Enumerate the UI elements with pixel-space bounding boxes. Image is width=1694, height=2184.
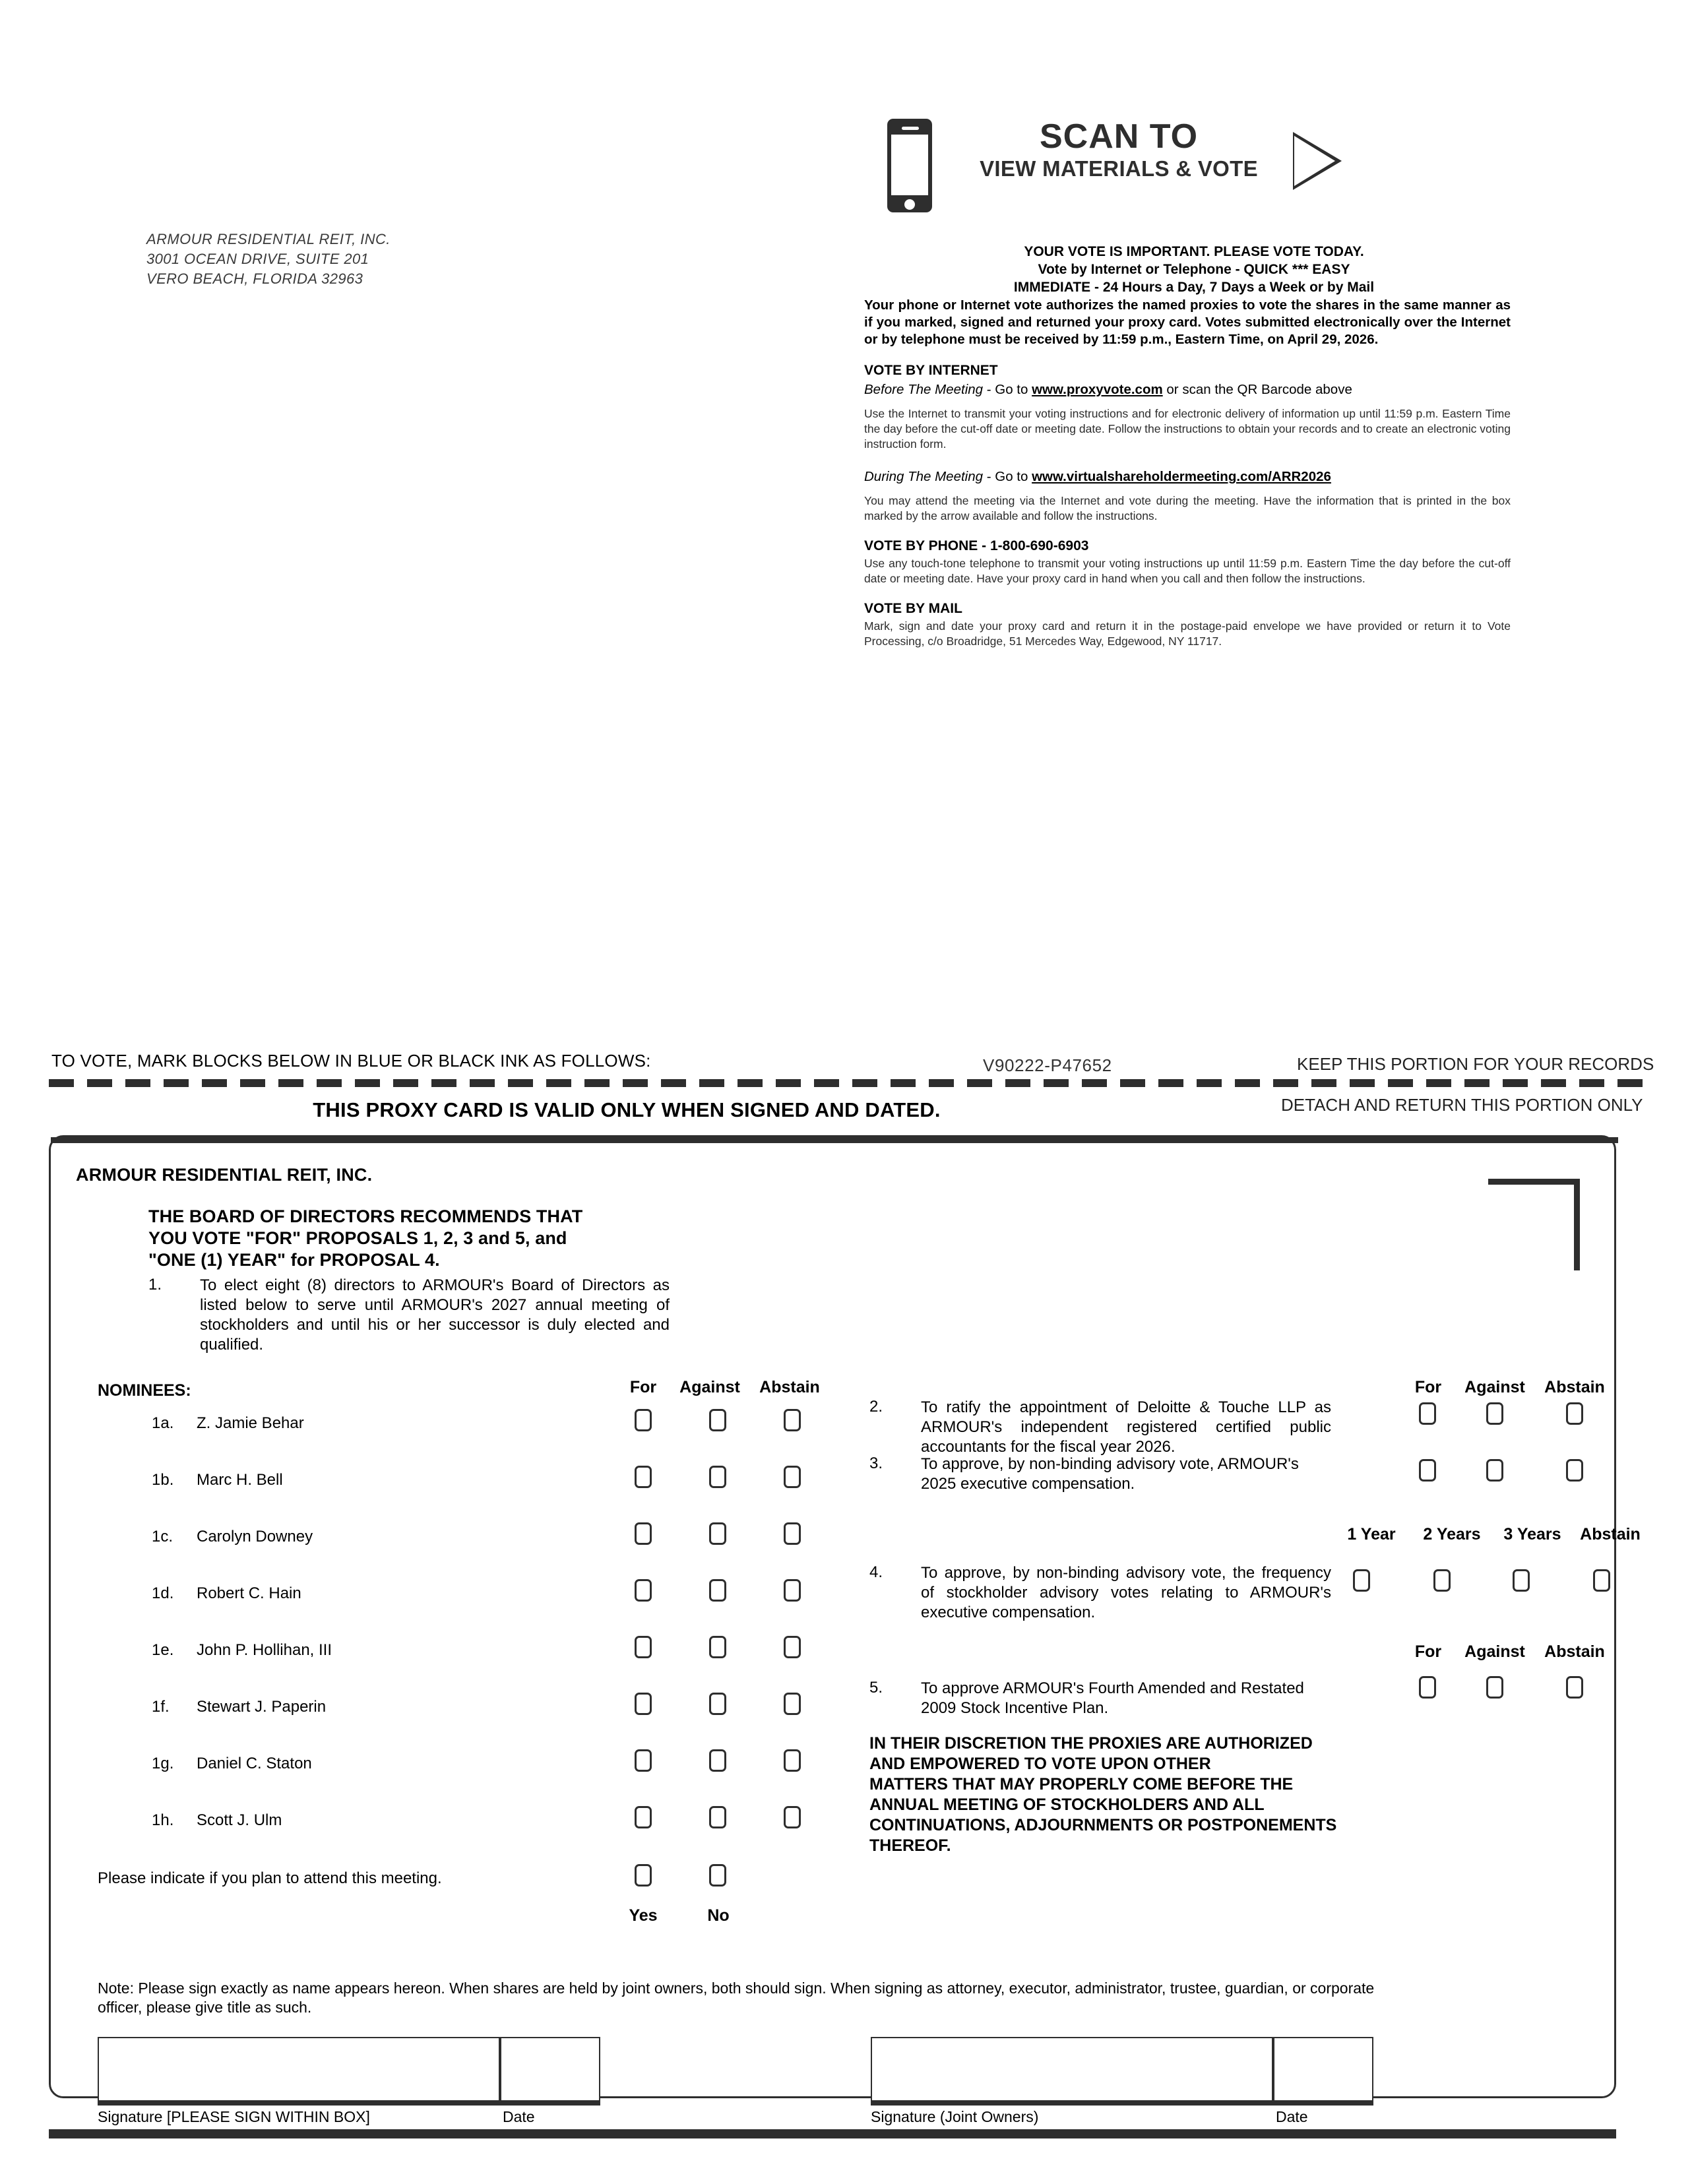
freq-col-header-abstain: Abstain: [1580, 1525, 1641, 1544]
nominee-row: [0, 1584, 1567, 1611]
nominee-1d-for-checkbox[interactable]: [635, 1579, 652, 1602]
date-label-primary: Date: [503, 2108, 535, 2125]
signature-label-primary: Signature [PLEASE SIGN WITHIN BOX]: [98, 2108, 370, 2125]
proposal-3-for-checkbox[interactable]: [1419, 1459, 1436, 1482]
proposal-5-text: To approve ARMOUR's Fourth Amended and Restated 2009 Stock Incentive Plan.: [921, 1679, 1304, 1717]
card-top-rule: [51, 1137, 1618, 1143]
nominee-1e-abstain-checkbox[interactable]: [784, 1636, 801, 1658]
nominee-1e-for-checkbox[interactable]: [635, 1636, 652, 1658]
proxy-valid-notice: THIS PROXY CARD IS VALID ONLY WHEN SIGNED AND DATED.: [313, 1098, 941, 1121]
nominee-1g-for-checkbox[interactable]: [635, 1749, 652, 1772]
proposal-3-against-checkbox[interactable]: [1486, 1459, 1503, 1482]
proposal-3-text: To approve, by non-binding advisory vote, ARMOUR's 2025 executive compensation.: [921, 1455, 1299, 1493]
before-meeting-mid: - Go to: [983, 382, 1032, 397]
during-meeting-label: During The Meeting: [864, 469, 984, 484]
nominee-1a-against-checkbox[interactable]: [709, 1409, 726, 1431]
proposal-4-abstain-checkbox[interactable]: [1593, 1569, 1610, 1592]
nominee-1b-for-checkbox[interactable]: [635, 1466, 652, 1488]
mail-detail: Mark, sign and date your proxy card and return it in the postage-paid envelope we have provided or return it to Vote Processing, c/o Broadridge, 51 Mercedes Way, Edgewood, NY 11717.: [864, 619, 1511, 648]
before-meeting-line: [864, 381, 1511, 398]
nominee-1d-abstain-checkbox[interactable]: [784, 1579, 801, 1602]
nominee-1h-abstain-checkbox[interactable]: [784, 1806, 801, 1828]
proposal-5-abstain-checkbox[interactable]: [1566, 1676, 1583, 1699]
nominee-row: [0, 1641, 1567, 1668]
board-recommendation-line-3: "ONE (1) YEAR" for PROPOSAL 4.: [148, 1250, 440, 1270]
proxy-discretion-statement: [869, 1733, 1385, 1856]
phone-home-button-shape: [904, 199, 915, 210]
nominee-1a-for-checkbox[interactable]: [635, 1409, 652, 1431]
nominee-1d-against-checkbox[interactable]: [709, 1579, 726, 1602]
right-col-header-for-2: For: [1414, 1642, 1442, 1661]
voting-intro-paragraph: Your phone or Internet vote authorizes the named proxies to vote the shares in the same manner as if you marked, signed and returned your proxy card. Votes submitted electronically over the Internet or by telephone must be received by 11:59 p.m., Eastern Time, on April 29, 2026.: [864, 297, 1511, 347]
board-recommendation: [148, 1206, 670, 1271]
nominee-1a-abstain-checkbox[interactable]: [784, 1409, 801, 1431]
nominee-id: 1h.: [152, 1811, 174, 1829]
phone-screen-shape: [891, 135, 928, 195]
nominees-label: NOMINEES:: [98, 1381, 191, 1400]
proposal-5-number: 5.: [869, 1679, 883, 1697]
during-meeting-detail: You may attend the meeting via the Internet and vote during the meeting. Have the information that is printed in the box marked by the arrow available and follow the instructions.: [864, 494, 1511, 522]
attend-yes-checkbox[interactable]: [635, 1864, 652, 1887]
discretion-line-1: IN THEIR DISCRETION THE PROXIES ARE AUTHORIZED: [869, 1734, 1313, 1753]
signature-note: Note: Please sign exactly as name appears hereon. When shares are held by joint owners, both should sign. When signing as attorney, executor, administrator, trustee, guardian, or corporate officer, please give title as such.: [98, 1980, 1375, 2016]
attend-no-checkbox[interactable]: [709, 1864, 726, 1887]
nominee-1g-against-checkbox[interactable]: [709, 1749, 726, 1772]
proposal-2-for-checkbox[interactable]: [1419, 1402, 1436, 1425]
company-address-block: [146, 230, 391, 289]
right-col-header-abstain-2: Abstain: [1544, 1642, 1605, 1661]
nominee-id: 1e.: [152, 1641, 174, 1659]
date-field-primary[interactable]: [500, 2037, 600, 2102]
date-field-joint[interactable]: [1273, 2037, 1373, 2102]
nominee-name: John P. Hollihan, III: [197, 1641, 332, 1659]
attendance-question: Please indicate if you plan to attend this meeting.: [98, 1869, 442, 1887]
vote-by-internet-heading: VOTE BY INTERNET: [864, 363, 998, 378]
left-col-header-for: For: [629, 1378, 657, 1396]
proposal-3-number: 3.: [869, 1454, 883, 1472]
signature-field-joint[interactable]: [871, 2037, 1273, 2102]
proposal-3: [869, 1454, 1331, 1494]
nominee-row: [0, 1698, 1567, 1724]
proposal-1: [148, 1276, 670, 1355]
proposal-2-text: To ratify the appointment of Deloitte & Touche LLP as ARMOUR's independent registered certified public accountants for the fiscal year 2026.: [921, 1398, 1331, 1456]
nominee-id: 1b.: [152, 1471, 174, 1489]
vote-importance-header: [864, 243, 1524, 296]
right-col-header-against-1: Against: [1464, 1378, 1525, 1396]
nominee-1f-against-checkbox[interactable]: [709, 1693, 726, 1715]
to-vote-instruction: TO VOTE, MARK BLOCKS BELOW IN BLUE OR BLACK INK AS FOLLOWS:: [51, 1051, 651, 1071]
board-recommendation-line-1: THE BOARD OF DIRECTORS RECOMMENDS THAT: [148, 1206, 583, 1226]
nominee-1f-abstain-checkbox[interactable]: [784, 1693, 801, 1715]
signature-label-joint: Signature (Joint Owners): [871, 2108, 1039, 2125]
mobile-phone-icon: [887, 119, 932, 212]
board-recommendation-line-2: YOU VOTE "FOR" PROPOSALS 1, 2, 3 and 5, and: [148, 1228, 567, 1248]
address-line-1: ARMOUR RESIDENTIAL REIT, INC.: [146, 231, 391, 247]
nominee-id: 1a.: [152, 1414, 174, 1432]
address-line-2: 3001 OCEAN DRIVE, SUITE 201: [146, 251, 369, 267]
vote-by-mail-heading: VOTE BY MAIL: [864, 601, 962, 616]
signature-field-primary[interactable]: [98, 2037, 500, 2102]
nominee-name: Carolyn Downey: [197, 1528, 313, 1545]
nominee-1h-against-checkbox[interactable]: [709, 1806, 726, 1828]
vote-header-line-1: YOUR VOTE IS IMPORTANT. PLEASE VOTE TODAY.: [1024, 244, 1364, 259]
keep-portion-label: KEEP THIS PORTION FOR YOUR RECORDS: [1297, 1054, 1654, 1074]
proposal-2-number: 2.: [869, 1398, 883, 1416]
phone-detail: Use any touch-tone telephone to transmit your voting instructions up until 11:59 p.m. Eastern Time the day before the cut-off date or meeting date. Have your proxy card in hand when you call and then follow the instructions.: [864, 557, 1511, 585]
proposal-4-text: To approve, by non-binding advisory vote, the frequency of stockholder advisory votes relating to ARMOUR's executive compensation.: [921, 1564, 1331, 1621]
nominee-row: [0, 1414, 1567, 1441]
attend-no-label: No: [707, 1906, 730, 1925]
scan-to-vote-banner: [887, 113, 1349, 219]
card-company-name: ARMOUR RESIDENTIAL REIT, INC.: [76, 1165, 373, 1185]
address-line-3: VERO BEACH, FLORIDA 32963: [146, 270, 363, 287]
nominee-row: [0, 1471, 1567, 1497]
proxy-card-body: [49, 1135, 1616, 2098]
nominee-1g-abstain-checkbox[interactable]: [784, 1749, 801, 1772]
nominee-name: Z. Jamie Behar: [197, 1414, 304, 1432]
nominee-id: 1d.: [152, 1584, 174, 1602]
vote-header-line-3: IMMEDIATE - 24 Hours a Day, 7 Days a Week or by Mail: [1013, 280, 1375, 295]
proposal-5-against-checkbox[interactable]: [1486, 1676, 1503, 1699]
nominee-id: 1g.: [152, 1755, 174, 1772]
proposal-3-abstain-checkbox[interactable]: [1566, 1459, 1583, 1482]
left-col-header-abstain: Abstain: [759, 1378, 820, 1396]
nominee-name: Robert C. Hain: [197, 1584, 301, 1602]
during-meeting-line: [864, 468, 1511, 485]
proposal-2-abstain-checkbox[interactable]: [1566, 1402, 1583, 1425]
nominee-name: Marc H. Bell: [197, 1471, 283, 1489]
right-col-header-for-1: For: [1414, 1378, 1442, 1396]
right-col-header-abstain-1: Abstain: [1544, 1378, 1605, 1396]
scan-to-heading: SCAN TO: [1039, 117, 1199, 156]
proxyvote-link[interactable]: www.proxyvote.com: [1032, 382, 1163, 397]
nominee-1c-against-checkbox[interactable]: [709, 1522, 726, 1545]
proposal-4-2years-checkbox[interactable]: [1433, 1569, 1451, 1592]
before-meeting-tail: or scan the QR Barcode above: [1162, 382, 1352, 397]
nominee-1c-for-checkbox[interactable]: [635, 1522, 652, 1545]
before-meeting-detail: Use the Internet to transmit your voting instructions and for electronic delivery of information up until 11:59 p.m. Eastern Time the day before the cut-off date or meeting date. Follow the instructions to obtain your records and to create an electronic voting instruction form.: [864, 407, 1511, 451]
control-number: V90222-P47652: [983, 1055, 1112, 1075]
freq-col-header-3years: 3 Years: [1503, 1525, 1561, 1544]
nominee-id: 1f.: [152, 1698, 170, 1716]
control-number-corner-bracket: [1488, 1179, 1580, 1270]
proposal-5-for-checkbox[interactable]: [1419, 1676, 1436, 1699]
play-arrow-icon-inner: [1294, 136, 1335, 186]
date-label-joint: Date: [1276, 2108, 1308, 2125]
nominee-name: Stewart J. Paperin: [197, 1698, 327, 1716]
phone-speaker-shape: [902, 127, 919, 130]
voting-instructions: [864, 297, 1511, 649]
signature-underline-primary: [98, 2101, 600, 2106]
nominee-name: Daniel C. Staton: [197, 1755, 312, 1772]
discretion-line-4: ANNUAL MEETING OF STOCKHOLDERS AND ALL: [869, 1795, 1265, 1814]
nominee-id: 1c.: [152, 1528, 173, 1545]
discretion-line-2: AND EMPOWERED TO VOTE UPON OTHER: [869, 1755, 1211, 1773]
left-col-header-against: Against: [679, 1378, 740, 1396]
proposal-2-against-checkbox[interactable]: [1486, 1402, 1503, 1425]
proposal-4-number: 4.: [869, 1563, 883, 1581]
discretion-line-6: THEREOF.: [869, 1836, 951, 1855]
proposal-1-text: To elect eight (8) directors to ARMOUR's Board of Directors as listed below to serve until ARMOUR's 2027 annual meeting of stockholders and until his or her successor is duly elected and qualified.: [200, 1276, 670, 1354]
proposal-5: [869, 1679, 1331, 1718]
freq-col-header-2years: 2 Years: [1423, 1525, 1481, 1544]
nominee-name: Scott J. Ulm: [197, 1811, 282, 1829]
vote-header-line-2: Vote by Internet or Telephone - QUICK *** EASY: [1038, 262, 1350, 277]
signature-underline-joint: [871, 2101, 1373, 2106]
perforation-dashed-line: [49, 1079, 1645, 1087]
during-meeting-mid: - Go to: [983, 469, 1032, 484]
vote-by-phone-heading: VOTE BY PHONE - 1-800-690-6903: [864, 538, 1089, 553]
virtual-meeting-link[interactable]: www.virtualshareholdermeeting.com/ARR2026: [1032, 469, 1331, 484]
proposal-4-3years-checkbox[interactable]: [1513, 1569, 1530, 1592]
before-meeting-label: Before The Meeting: [864, 382, 984, 397]
discretion-line-3: MATTERS THAT MAY PROPERLY COME BEFORE THE: [869, 1775, 1294, 1794]
right-col-header-against-2: Against: [1464, 1642, 1525, 1661]
nominee-1b-against-checkbox[interactable]: [709, 1466, 726, 1488]
proposal-2: [869, 1398, 1331, 1457]
proposal-1-number: 1.: [148, 1276, 162, 1294]
nominee-1e-against-checkbox[interactable]: [709, 1636, 726, 1658]
proposal-4-1year-checkbox[interactable]: [1353, 1569, 1370, 1592]
proposal-4: [869, 1563, 1331, 1623]
view-materials-subheading: VIEW MATERIALS & VOTE: [980, 156, 1258, 181]
nominee-1f-for-checkbox[interactable]: [635, 1693, 652, 1715]
freq-col-header-1year: 1 Year: [1347, 1525, 1396, 1544]
detach-portion-label: DETACH AND RETURN THIS PORTION ONLY: [1281, 1095, 1643, 1115]
nominee-row: [0, 1528, 1567, 1554]
scan-banner-text: [951, 117, 1287, 182]
discretion-line-5: CONTINUATIONS, ADJOURNMENTS OR POSTPONEMENTS: [869, 1816, 1337, 1834]
attend-yes-label: Yes: [629, 1906, 658, 1925]
nominee-1b-abstain-checkbox[interactable]: [784, 1466, 801, 1488]
card-bottom-rule: [49, 2129, 1616, 2138]
nominee-1h-for-checkbox[interactable]: [635, 1806, 652, 1828]
nominee-1c-abstain-checkbox[interactable]: [784, 1522, 801, 1545]
